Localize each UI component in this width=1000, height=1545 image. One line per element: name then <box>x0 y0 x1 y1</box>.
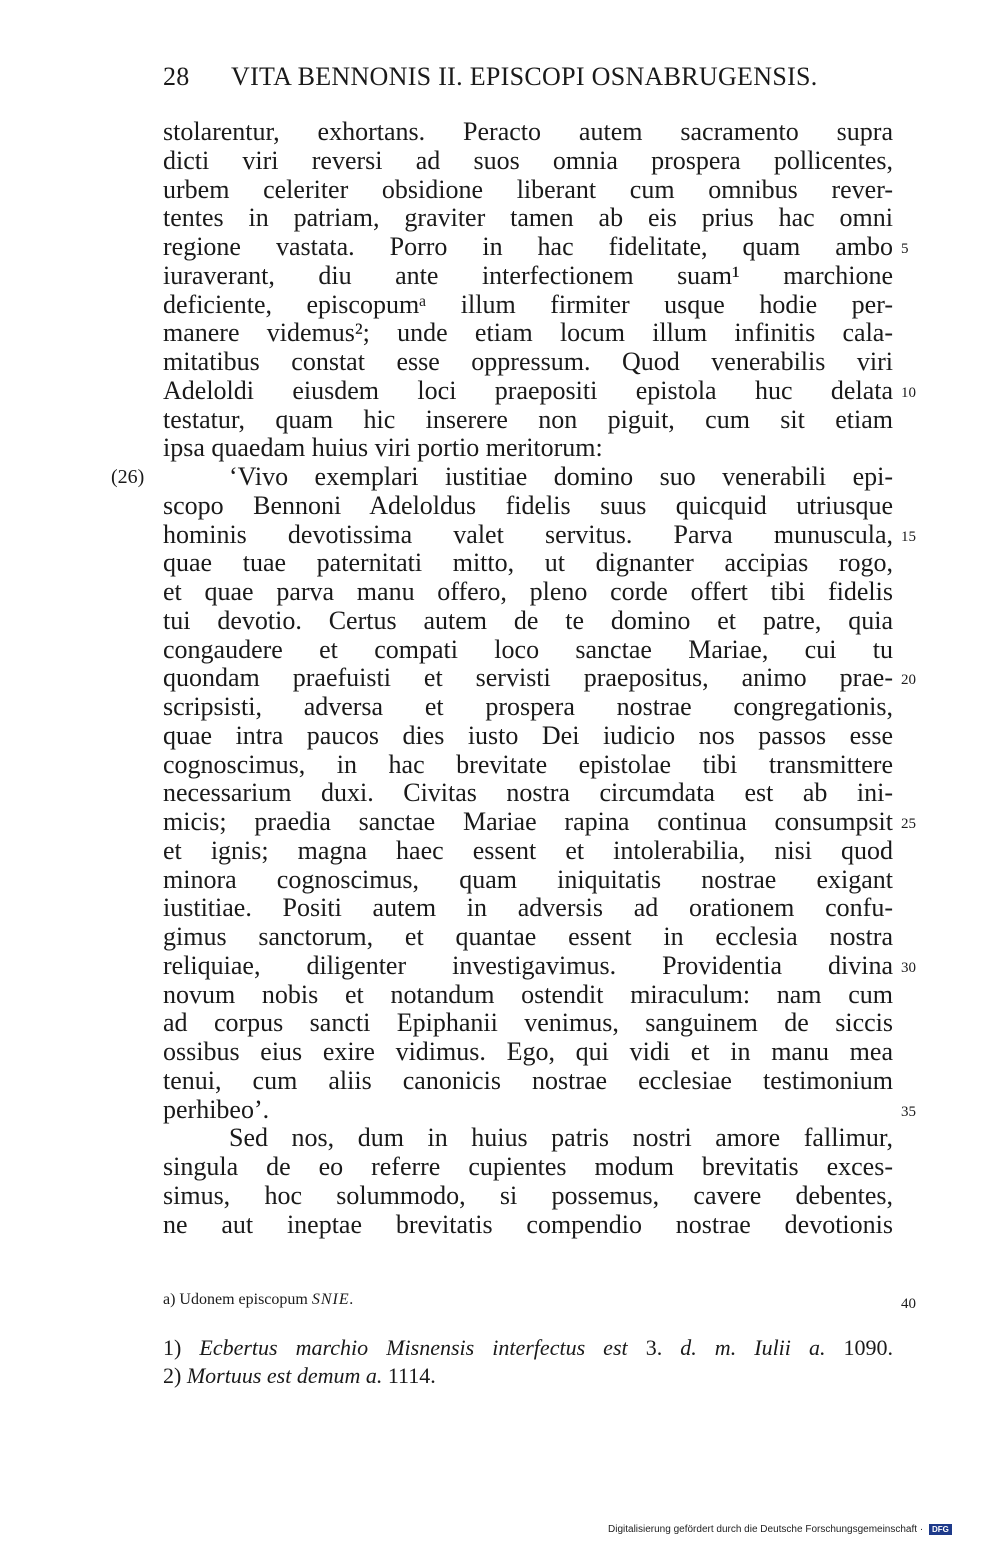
line-number: 35 <box>901 1103 916 1120</box>
line-text: quondam praefuisti et servisti praepositus, animo prae- <box>163 663 893 693</box>
footnote-2 <box>163 1362 893 1390</box>
line-text: et ignis; magna haec essent et intolerabilia, nisi quod <box>163 835 893 865</box>
paragraph-number: (26) <box>111 466 145 488</box>
line-number: 20 <box>901 672 916 689</box>
line-text: gimus sanctorum, et quantae essent in ecclesia nostra <box>163 922 893 951</box>
line-text: ossibus eius exire vidimus. Ego, qui vidi et in manu mea <box>163 1037 893 1066</box>
line-text: perhibeo’. <box>163 1094 270 1124</box>
line-text: necessarium duxi. Civitas nostra circumdata est ab ini- <box>163 778 893 808</box>
footnote-italic: d. m. Iulii a. <box>680 1335 826 1360</box>
line-text: tenui, cum aliis canonicis nostrae ecclesiae testimonium <box>163 1065 893 1095</box>
text-line <box>163 291 893 320</box>
line-text: reliquiae, diligenter investigavimus. Providentia divina <box>163 950 893 980</box>
line-text: micis; praedia sanctae Mariae rapina continua consumpsit <box>163 807 893 836</box>
line-text: simus, hoc solummodo, si possemus, cavere debentes, <box>163 1180 893 1210</box>
text-line <box>163 1009 893 1038</box>
line-text: singula de eo referre cupientes modum brevitatis exces- <box>163 1152 893 1181</box>
footnote-italic: Ecbertus marchio Misnensis interfectus est <box>199 1335 628 1360</box>
line-text: novum nobis et notandum ostendit miraculum: nam cum <box>163 979 893 1009</box>
text-line <box>163 519 916 550</box>
dfg-credit <box>608 1524 952 1535</box>
line-text: ne aut ineptae brevitatis compendio nostrae devotionis <box>163 1209 893 1239</box>
text-line <box>163 147 893 176</box>
text-line <box>163 837 893 866</box>
text-line <box>163 607 893 636</box>
text-line <box>163 894 893 923</box>
footnote-mark: 2) <box>163 1363 182 1388</box>
text-line <box>163 722 893 751</box>
text-line <box>163 204 893 233</box>
line-text: urbem celeriter obsidione liberant cum omnibus rever- <box>163 174 893 204</box>
text-line <box>163 807 916 837</box>
text-line <box>163 1067 893 1096</box>
line-text: manere videmus²; unde etiam locum illum infinitis cala- <box>163 318 893 348</box>
line-text: iuraverant, diu ante interfectionem suam¹ marchione <box>163 260 893 290</box>
line-number: 40 <box>901 1296 916 1312</box>
line-number: 25 <box>901 816 916 832</box>
text-line <box>163 1094 916 1125</box>
text-line <box>163 434 893 463</box>
line-text: ad corpus sancti Epiphanii venimus, sanguinem de siccis <box>163 1008 893 1038</box>
line-text: tui devotio. Certus autem de te domino et patre, quia <box>163 605 893 635</box>
text-line <box>163 319 893 348</box>
line-text: scopo Bennoni Adeloldus fidelis suus quicquid utriusque <box>163 490 893 520</box>
text-line <box>163 1124 893 1153</box>
dfg-credit-separator: · <box>917 1524 926 1536</box>
text-line <box>163 375 916 406</box>
text-line <box>163 923 893 952</box>
line-text: regione vastata. Porro in hac fidelitate, quam ambo <box>163 232 893 261</box>
text-line <box>163 1182 893 1211</box>
text-line <box>163 693 893 722</box>
footnote-value: 1114. <box>387 1363 436 1388</box>
line-text: et quae parva manu offero, pleno corde offert tibi fidelis <box>163 577 893 606</box>
footnote-value: 3. <box>645 1335 663 1360</box>
text-line <box>163 866 893 895</box>
footnote-mark: 1) <box>163 1335 182 1360</box>
line-text: stolarentur, exhortans. Peracto autem sacramento supra <box>163 117 893 146</box>
line-text: iustitiae. Positi autem in adversis ad orationem confu- <box>163 893 893 923</box>
text-line <box>163 663 916 693</box>
text-line <box>163 981 893 1010</box>
text-line <box>163 492 893 521</box>
line-text: scripsisti, adversa et prospera nostrae congregationis, <box>163 692 893 721</box>
line-text: quae tuae paternitati mitto, ut dignanter accipias rogo, <box>163 548 893 578</box>
dfg-credit-text: Digitalisierung gefördert durch die Deutsche Forschungsgemeinschaft <box>608 1524 918 1536</box>
running-header <box>163 62 893 102</box>
text-line <box>163 118 893 147</box>
footnotes <box>163 1334 893 1390</box>
line-text: quae intra paucos dies iusto Dei iudicio nos passos esse <box>163 720 893 750</box>
line-text: testatur, quam hic inserere non piguit, cum sit etiam <box>163 404 893 434</box>
main-text <box>111 117 916 1239</box>
text-line <box>163 232 909 262</box>
line-text: ‘Vivo exemplari iustitiae domino suo venerabili epi- <box>229 462 893 491</box>
text-line <box>163 262 893 291</box>
footnote-a-siglum: SNIE. <box>311 1291 355 1308</box>
line-number: 15 <box>901 528 916 545</box>
text-line <box>163 176 893 205</box>
text-line <box>163 1038 893 1067</box>
line-text: deficiente, episcopumᵃ illum firmiter usque hodie per- <box>163 289 893 319</box>
text-line <box>163 406 893 435</box>
line-number: 5 <box>901 241 909 257</box>
line-text: Adeloldi eiusdem loci praepositi epistola huc delata <box>163 375 893 405</box>
line-text: ipsa quaedam huius viri portio meritorum: <box>163 433 603 463</box>
text-line <box>163 636 893 665</box>
line-text: minora cognoscimus, quam iniquitatis nostrae exigant <box>163 864 893 894</box>
text-line <box>163 779 893 808</box>
line-text: mitatibus constat esse oppressum. Quod venerabilis viri <box>163 347 893 376</box>
line-text: dicti viri reversi ad suos omnia prospera pollicentes, <box>163 145 893 175</box>
text-line <box>163 751 893 780</box>
line-text: hominis devotissima valet servitus. Parva munuscula, <box>163 519 893 549</box>
text-line <box>163 1153 893 1182</box>
footnote-1 <box>163 1334 893 1362</box>
line-text: cognoscimus, in hac brevitate epistolae tibi transmittere <box>163 749 893 779</box>
page-number: 28 <box>163 62 190 91</box>
line-text: tentes in patriam, graviter tamen ab eis prius hac omni <box>163 203 893 233</box>
footnote-a-text: a) Udonem episcopum <box>163 1291 308 1308</box>
text-line <box>163 950 916 981</box>
footnote-value: 1090. <box>843 1335 894 1360</box>
line-text: congaudere et compati loco sanctae Mariae, cui tu <box>163 634 893 664</box>
text-line <box>163 549 893 578</box>
text-line <box>163 1211 893 1240</box>
footnote-a <box>163 1287 923 1317</box>
text-line <box>163 578 893 607</box>
footnote-italic: Mortuus est demum a. <box>186 1363 383 1388</box>
text-line <box>111 462 893 492</box>
line-number: 30 <box>901 959 916 976</box>
line-number: 10 <box>901 384 916 401</box>
running-title: VITA BENNONIS II. EPISCOPI OSNABRUGENSIS. <box>231 62 818 91</box>
text-line <box>163 348 893 377</box>
line-text: Sed nos, dum in huius patris nostri amore fallimur, <box>229 1123 893 1153</box>
dfg-logo: DFG <box>929 1524 952 1535</box>
